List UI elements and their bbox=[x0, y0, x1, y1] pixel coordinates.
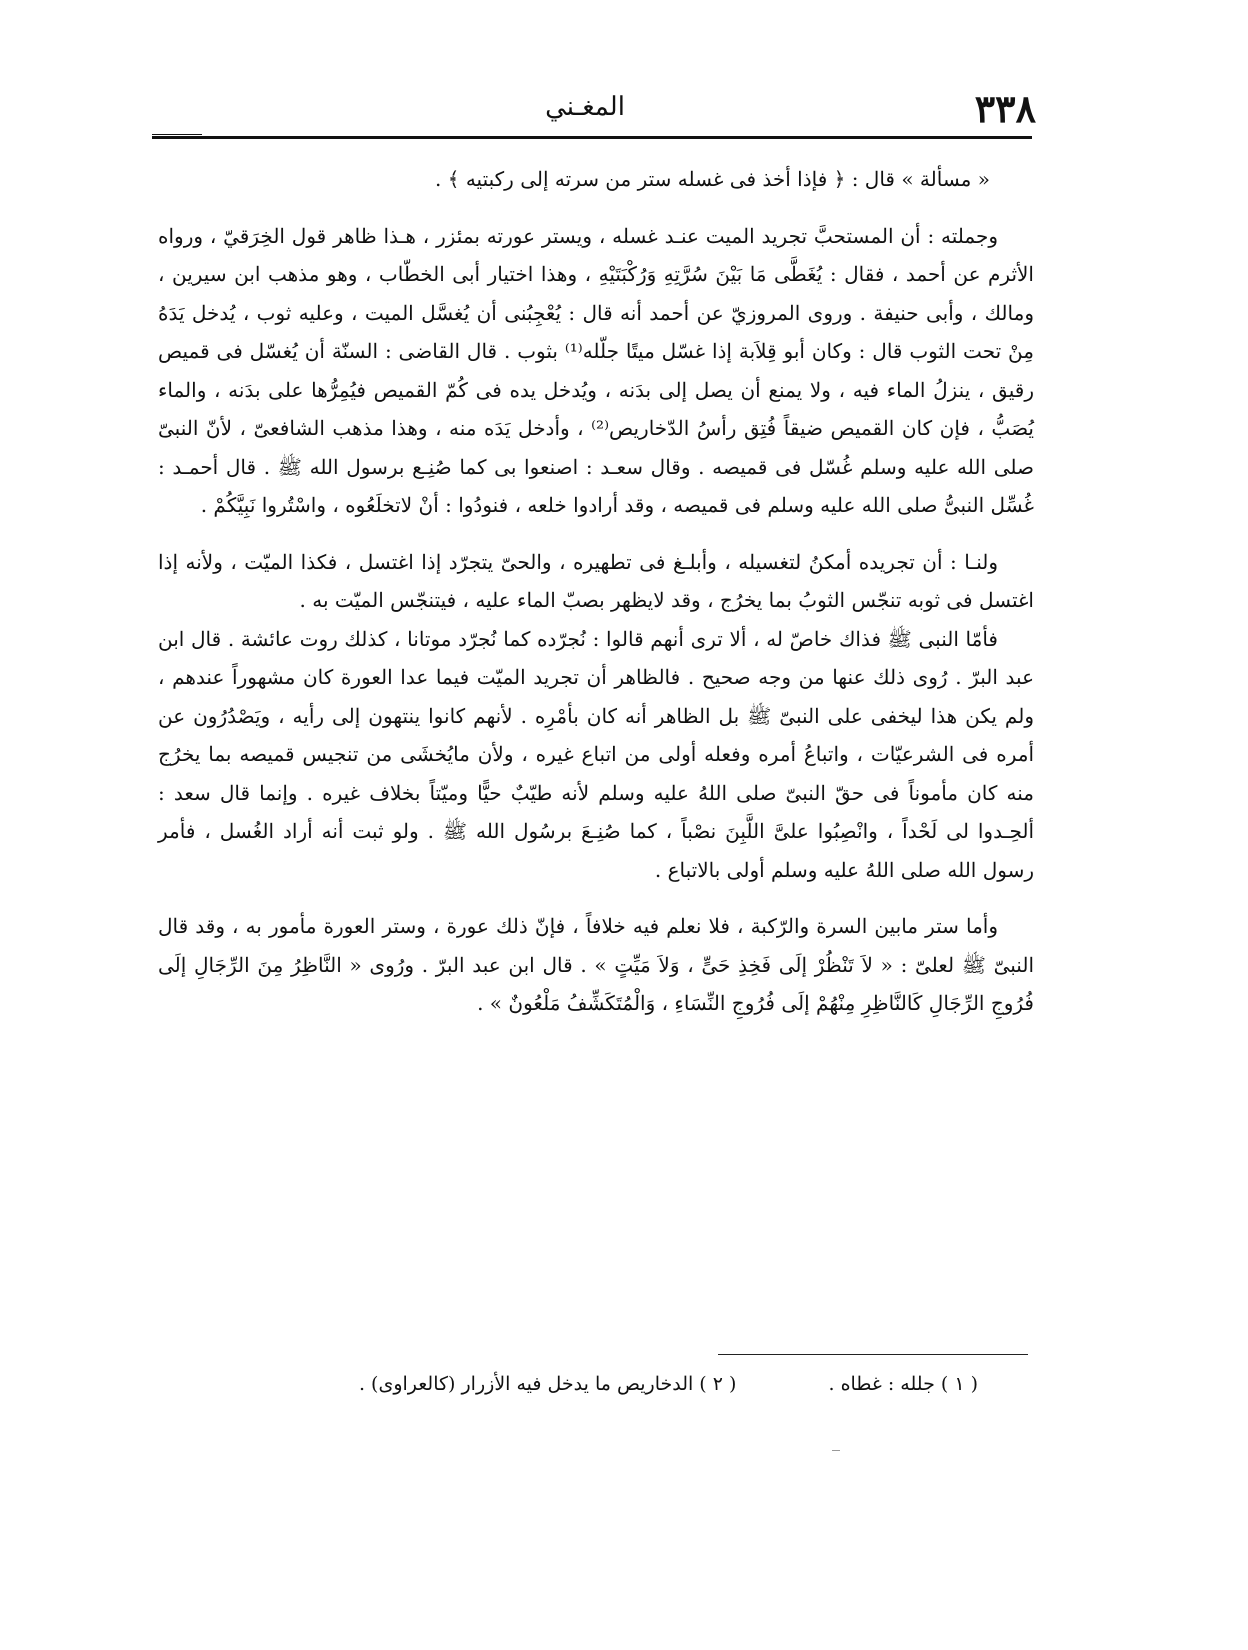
masala-heading: « مسألة » قال : ﴿ فإذا أخذ فى غسله ستر من سرته إلى ركبتيه ﴾ . bbox=[435, 167, 990, 191]
paragraph-covering-awrah: وأما ستر مابين السرة والرّكبة ، فلا نعلم فيه خلافاً ، فإنّ ذلك عورة ، وستر العورة مأمور به ، وقد قال النبىّ ﷺ لعلىّ : « لاَ تَنْظُرْ إلَى فَخِذِ حَىٍّ ، وَلاَ مَيِّتٍ » . قال ابن عبد البرّ . ورُوى « النَّاظِرُ مِنَ الرِّجَالِ إلَى فُرُوجِ الرِّجَالِ كَالنَّاظِرِ مِنْهُمْ إلَى فُرُوجِ النِّسَاءِ ، وَالْمُتَكَشِّفُ مَلْعُونٌ » . bbox=[158, 914, 1034, 1015]
paragraph-our-view: ولنـا : أن تجريده أمكنُ لتغسيله ، وأبلـغ فى تطهيره ، والحىّ يتجرّد إذا اغتسل ، فكذا الميّت ، ولأنه إذا اغتسل فى ثوبه تنجّس الثوبُ بما يخرُج ، وقد لايظهر بصبّ الماء عليه ، فيتنجّس الميّت به . bbox=[158, 549, 1034, 612]
scan-speck bbox=[832, 1450, 840, 1451]
body-text bbox=[158, 160, 1034, 1023]
paragraph-prophet-exception: فأمّا النبى ﷺ فذاك خاصّ له ، ألا ترى أنهم قالوا : نُجرّده كما نُجرّد موتانا ، كذلك روت عائشة . قال ابن عبد البرّ . رُوى ذلك عنها من وجه صحيح . فالظاهر أن تجريد الميّت فيما عدا العورة كان مشهوراً عندهم ، ولم يكن هذا ليخفى على النبىّ ﷺ بل الظاهر أنه كان بأمْرِه . لأنهم كانوا ينتهون إلى رأيه ، ويَصْدُرُون عن أمره فى الشرعيّات ، واتباعُ أمره وفعله أولى من اتباع غيره ، ولأن مايُخشَى من تنجيس قميصه بما يخرُج منه كان مأموناً فى حقّ النبىّ صلى اللهُ عليه وسلم لأنه طيّبٌ حيًّا وميّتاً بخلاف غيره . وإنما قال سعد : ألحِـدوا لى لَحْداً ، وانْصِبُوا علىَّ اللَّبِنَ نصْباً ، كما صُنِـعَ برسُول الله ﷺ . ولو ثبت أنه أراد الغُسل ، فأمر رسول الله صلى اللهُ عليه وسلم أولى بالاتباع . bbox=[158, 626, 1034, 882]
paragraph-summary: وجملته : أن المستحبَّ تجريد الميت عنـد غسله ، ويستر عورته بمئزر ، هـذا ظاهر قول الخِرَقيّ ، ورواه الأثرم عن أحمد ، فقال : يُغَطَّى مَا بَيْنَ سُرَّتِهِ وَرُكْبَتَيْهِ ، وهذا اختيار أبى الخطّاب ، وهو مذهب ابن سيرين ، ومالك ، وأبى حنيفة . وروى المروزيّ عن أحمد أنه قال : يُعْجِبُنى أن يُغسَّل الميت ، وعليه ثوب ، يُدخل يَدَهُ مِنْ تحت الثوب قال : وكان أبو قِلاَبة إذا غسّل ميتًا جلّله⁽¹⁾ بثوب . قال القاضى : السنّة أن يُغسّل فى قميص رقيق ، ينزلُ الماء فيه ، ولا يمنع أن يصل إلى بدَنه ، ويُدخل يده فى كُمّ القميص فيُمِرُّها على بدَنه ، والماء يُصَبُّ ، فإن كان القميص ضيقاً فُتِق رأسُ الدّخاريص⁽²⁾ ، وأدخل يَدَه منه ، وهذا مذهب الشافعىّ ، لأنّ النبىّ صلى الله عليه وسلم غُسّل فى قميصه . وقال سعـد : اصنعوا بى كما صُنِـع برسول الله ﷺ . قال أحمـد : غُسِّل النبىُّ صلى الله عليه وسلم فى قميصه ، وقد أرادوا خلعه ، فنودُوا : أنْ لاتخلَعُوه ، واسْتُروا نَبِيَّكُمْ . bbox=[158, 223, 1034, 517]
footnotes bbox=[158, 1368, 978, 1400]
footnote-1: ( ١ ) جلله : غطاه . bbox=[828, 1373, 978, 1395]
page-number: ٣٣٨ bbox=[974, 86, 1036, 131]
header-rule bbox=[152, 136, 1032, 139]
running-title: المغـني bbox=[545, 92, 625, 122]
footnote-rule bbox=[718, 1354, 1028, 1355]
header-rule-accent bbox=[152, 134, 202, 135]
footnote-2: ( ٢ ) الدخاريص ما يدخل فيه الأزرار (كالعراوى) . bbox=[358, 1373, 737, 1395]
